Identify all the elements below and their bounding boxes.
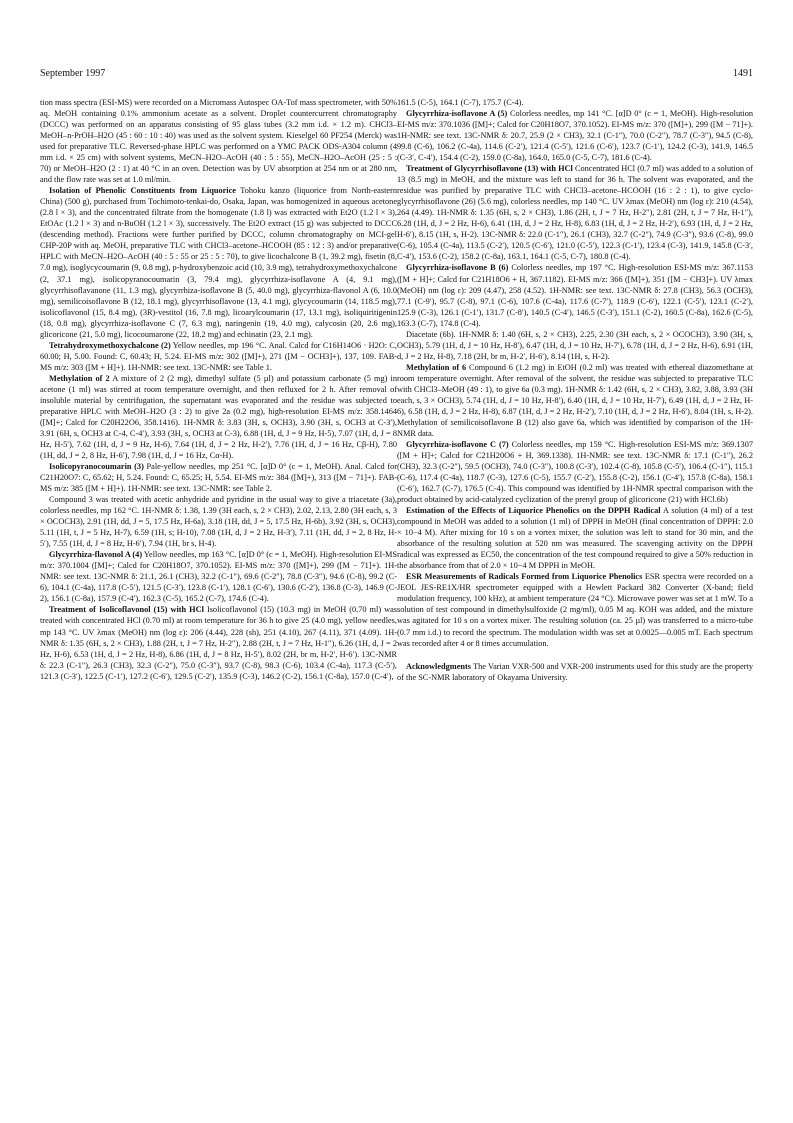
paragraph-text: Compound 6 (1.2 mg) in EtOH (0.2 ml) was treated with ethereal diazomethane at room temperature overnight. After removal of the solvent, the residue was subjected to preparative TLC with CHCl3–MeOH (49 : 1), to give 6a (0.3 mg). 1H-NMR δ: 1.42 (6H, s, 2 × CH3), 3.82, 3.88, 3.93 (3H each, s, 3 × OCH3), 5.74 (1H, d, J = 10 Hz, H-8′), 6.40 (1H, d, J = 10 Hz, H-7′), 6.49 (1H, d, J = 2 Hz, H-6), 6.58 (1H, d, J = 2 Hz, H-8), 6.87 (1H, d, J = 2 Hz, H-2′), 7.10 (1H, d, J = 2 Hz, H-6′), 8.04 (1H, s, H-2). Methylation of semilicoisoflavone B (12) also gave 6a, which was identified by comparison of the 1H-NMR data.	[397, 362, 753, 438]
paragraph-text: A solution (4 ml) of a test compound in MeOH was added to a solution (1 ml) of DPPH in MeOH (final concentration of DPPH: 2.0 × 10−4 M). After mixing for 10 s on a vortex mixer, the solution was left to stand for 30 min, and the absorbance of the resulting solution at 520 nm was measured. The scavenging activity on the DPPH radical was expressed as EC50, the concentration of the test compound required to give a 50% reduction in the absorbance from that of 2.0 × 10−4 M DPPH in MeOH.	[397, 506, 753, 571]
section-heading: Isolicopyranocoumarin (3)	[49, 462, 144, 472]
paragraph-text: The Varian VXR-500 and VXR-200 instruments used for this study are the property of the SC-NMR laboratory of Okayama University.	[397, 661, 753, 682]
section-paragraph	[40, 340, 397, 373]
paragraph-text: Concentrated HCl (0.7 ml) was added to a solution of 13 (8.5 mg) in MeOH, and the mixture was left to stand for 36 h. The solvent was evaporated, and the residue was purified by preparative TLC with CHCl3–acetone–HCOOH (16 : 2 : 1), to give cyclo-glycyrrhisoflavone (26) (5.6 mg), colorless needles, mp 140 °C. UV λmax (MeOH) nm (log ε): 210 (4.54), 264 (4.49). 1H-NMR δ: 1.35 (6H, s, 2 × CH3), 1.86 (2H, t, J = 7 Hz, H-2″), 2.81 (2H, t, J = 7 Hz, H-1″), 6.28 (1H, d, J = 2 Hz, H-6), 6.41 (1H, d, J = 2 Hz, H-8), 6.83 (1H, d, J = 2 Hz, H-2′), 6.93 (1H, d, J = 2 Hz, H-6′), 8.15 (1H, s, H-2). 13C-NMR δ: 22.0 (C-1″), 26.1 (CH3), 32.7 (C-2″), 74.9 (C-3″), 93.6 (C-8), 99.0 (C-6), 105.4 (C-4a), 113.5 (C-2′), 120.5 (C-6′), 121.0 (C-5′), 122.3 (C-1′), 123.4 (C-3), 141.9, 145.8 (C-3′, C-4′), 153.6 (C-2), 158.2 (C-8a), 163.1, 164.1 (C-5, C-7), 180.8 (C-4).	[397, 164, 753, 262]
section-paragraph	[397, 505, 753, 571]
paragraph-text: Yellow needles, mp 196 °C. Anal. Calcd for C16H14O6 · H2O: C, 60.00; H, 5.00. Found: C, 60.43; H, 5.24. EI-MS m/z: 302 ([M]+), 271 ([M − OCH3]+), 137, 109. FAB-MS m/z: 303 ([M + H]+). 1H-NMR: see text. 13C-NMR: see Table 1.	[40, 340, 397, 372]
paragraph-text: Compound 3 was treated with acetic anhydride and pyridine in the usual way to give a triacetate (3a), colorless needles, mp 162 °C. 1H-NMR δ: 1.38, 1.39 (3H each, s, 2 × CH3), 2.02, 2.13, 2.80 (3H each, s, 3 × OCOCH3), 2.91 (1H, dd, J = 5, 17.5 Hz, H-6a), 3.18 (1H, dd, J = 5, 17.5 Hz, H-6b), 3.92 (3H, s, OCH3), 5.11 (1H, t, J = 5 Hz, H-7), 6.59 (1H, s; H-10), 7.08 (1H, d, J = 2 Hz, H-3′), 7.11 (1H, dd, J = 2, 8 Hz, H-5′), 7.55 (1H, d, J = 8 Hz, H-6′), 7.94 (1H, br s, H-4).	[40, 495, 397, 549]
running-header	[40, 68, 753, 82]
paragraph-text: Colorless needles, mp 141 °C. [α]D 0° (c = 1, MeOH). High-resolution EI-MS m/z: 370.1036 ([M]+; Calcd for C20H18O7, 370.1052). EI-MS m/z: 370 ([M]+), 299 ([M − 71]+). 1H-NMR: see text. 13C-NMR δ: 20.7, 25.9 (2 × CH3), 32.1 (C-1″), 70.0 (C-2″), 78.7 (C-3″), 94.5 (C-8), 99.8 (C-6), 106.2 (C-4a), 114.6 (C-2′), 121.4 (C-5′), 121.6 (C-6′), 123.7 (C-1′), 124.2 (C-3), 141.9, 146.5 (C-3′, C-4′), 154.4 (C-2), 159.0 (C-8a), 164.0, 165.0 (C-5, C-7), 181.6 (C-4).	[397, 109, 754, 163]
header-date: September 1997	[40, 68, 106, 79]
section-paragraph	[397, 108, 753, 163]
paragraph-text: Pale-yellow needles, mp 251 °C. [α]D 0° (c = 1, MeOH). Anal. Calcd for C21H20O7: C, 65.62; H, 5.24. Found: C, 65.25; H, 5.54. EI-MS m/z: 384 ([M]+), 313 ([M − 71]+). FAB-MS m/z: 385 ([M + H]+). 1H-NMR: see text. 13C-NMR: see Table 2.	[40, 462, 398, 494]
section-heading: Estimation of the Effects of Liquorice Phenolics on the DPPH Radical	[406, 506, 661, 516]
paragraph-text: Colorless needles, mp 197 °C. High-resolution ESI-MS m/z: 367.1153 ([M + H]+; Calcd for C21H18O6 + H, 367.1182). EI-MS m/z: 366 ([M]+), 351 ([M − CH3]+). UV λmax (MeOH) nm (log ε): 209 (4.47), 258 (4.52). 1H-NMR: see text. 13C-NMR δ: 27.8 (CH3), 56.3 (OCH3), 77.1 (C-9′), 95.7 (C-8), 97.1 (C-6), 107.6 (C-4a), 117.6 (C-7′), 118.9 (C-6′), 122.1 (C-5′), 123.1 (C-2′), 125.9 (C-3), 126.1 (C-1′), 131.7 (C-8′), 140.5 (C-4′), 146.5 (C-3′), 151.1 (C-2), 160.5 (C-8a), 162.6 (C-5), 163.3 (C-7), 174.8 (C-4).	[397, 263, 754, 328]
section-heading: ESR Measurements of Radicals Formed from Liquorice Phenolics	[406, 572, 643, 582]
paragraph-text: Diacetate (6b). 1H-NMR δ: 1.40 (6H, s, 2 × CH3), 2.25, 2.30 (3H each, s, 2 × OCOCH3), 3.90 (3H, s, OCH3), 5.79 (1H, d, J = 10 Hz, H-8′), 6.47 (1H, d, J = 10 Hz, H-7′), 6.78 (1H, d, J = 2 Hz, H-6), 6.91 (1H, d, J = 2 Hz, H-8), 7.18 (2H, br m, H-2′, H-6′), 8.14 (1H, s, H-2).	[397, 329, 753, 361]
section-heading: Methylation of 6	[406, 362, 467, 372]
left-column	[40, 97, 397, 682]
section-heading: Glycyrrhiza-isoflavone C (7)	[406, 439, 509, 449]
paragraph	[397, 97, 753, 108]
section-heading: Acknowledgments	[406, 661, 471, 671]
right-column	[397, 97, 753, 683]
section-paragraph	[40, 185, 397, 339]
paragraph-text: ESR spectra were recorded on a JEOL JES-RE1X/HR spectrometer equipped with a Hewlett Packard 382 Converter (X-band; field modulation frequency, 100 kHz), at ambient temperature (24 °C). Microwave power was set at 1 mW. To a solution of test compound in dimethylsulfoxide (2 mg/ml), 0.05 M aq. KOH was added, and the mixture was agitated for 10 s on a vortex mixer. The resulting solution (ca. 25 µl) was transferred to a micro-tube (0.7 mm i.d.) to record the spectrum. The modulation width was set at 0.0025—0.005 mT. Each spectrum was recorded after 4 or 8 times accumulation.	[397, 572, 753, 648]
paragraph	[397, 329, 753, 362]
section-heading: Glycyrrhiza-isoflavone A (5)	[406, 109, 508, 119]
paragraph	[40, 494, 397, 549]
section-paragraph	[397, 163, 753, 262]
paragraph-text: Yellow needles, mp 163 °C. [α]D 0° (c = 1, MeOH). High-resolution EI-MS m/z: 370.1004 ([M]+; Calcd for C20H18O7, 370.1052). EI-MS m/z: 370 ([M]+), 299 ([M − 71]+). 1H-NMR: see text. 13C-NMR δ: 21.1, 26.1 (CH3), 32.2 (C-1″), 69.6 (C-2″), 78.8 (C-3″), 94.6 (C-8), 99.2 (C-6), 104.1 (C-4a), 117.8 (C-5′), 121.5 (C-3′), 123.8 (C-1′), 128.1 (C-6′), 130.6 (C-2′), 136.8 (C-3), 146.9 (C-2), 156.1 (C-8a), 157.9 (C-4′), 162.3 (C-5), 165.2 (C-7), 174.6 (C-4).	[40, 550, 397, 604]
section-heading: Isolation of Phenolic Constituents from Liquorice	[49, 186, 236, 196]
section-paragraph	[397, 262, 753, 328]
section-heading: Tetrahydroxymethoxychalcone (2)	[49, 340, 171, 350]
section-heading: Glycyrrhiza-isoflavone B (6)	[406, 263, 509, 273]
paragraph-text: A mixture of 2 (2 mg), dimethyl sulfate (5 µl) and potassium carbonate (5 mg) in acetone (1 ml) was stirred at room temperature overnight, and then refluxed for 2 h. After removal of insoluble material by centrifugation, the supernatant was evaporated and the residue was subjected to preparative HPLC with MeOH–H2O (3 : 2) to give 2a (0.2 mg), high-resolution EI-MS m/z: 358.1464 ([M]+; Calcd for C20H22O6, 358.1416). 1H-NMR δ: 3.83 (3H, s, OCH3), 3.90 (3H, s, OCH3 at C-3′), 3.91 (6H, s, OCH3 at C-4, C-4′), 3.93 (3H, s, OCH3 at C-3), 6.88 (1H, d, J = 9 Hz, H-5), 7.07 (1H, d, J = 8 Hz, H-5′), 7.62 (1H, d, J = 9 Hz, H-6), 7.64 (1H, d, J = 2 Hz, H-2′), 7.76 (1H, d, J = 16 Hz, Cβ-H), 7.80 (1H, dd, J = 2, 8 Hz, H-6′), 7.98 (1H, d, J = 16 Hz, Cα-H).	[40, 373, 397, 460]
paragraph-text: Tohoku kanzo (liquorice from North-eastern China) (500 g), purchased from Tochimoto-tenkai-do, Osaka, Japan, was homogenized in aqueous acetone (2.8 l × 3), and the concentrated filtrate from the homogenate (1.8 l) was extracted with Et2O (1.2 l × 3), EtOAc (1.2 l × 3) and n-BuOH (1.2 l × 3), successively. The Et2O extract (15 g) was subjected to DCCC (descending method). Fractions were further purified by DCCC, column chromatography on MCI-gel CHP-20P with aq. MeOH, preparative TLC with CHCl3–acetone–HCOOH (85 : 12 : 3) and/or preparative HPLC with MeCN–H2O–AcOH (40 : 5 : 55 or 25 : 5 : 70), to give licochalcone B (1, 39.2 mg), fisetin (8, 7.0 mg), isoglycycoumarin (9, 0.8 mg), p-hydroxybenzoic acid (10, 3.9 mg), tetrahydroxymethoxychalcone (2, 37.1 mg), isolicopyranocoumarin (3, 79.4 mg), glycyrrhiza-isoflavone A (4, 9.1 mg), glycyrrhisoflavanone (11, 1.3 mg), glycyrrhiza-isoflavone B (5, 40.0 mg), glycyrrhiza-flavonol A (6, 10.0 mg), semilicoisoflavone B (12, 18.1 mg), glycyrrhisoflavone (13, 4.1 mg), glycycoumarin (14, 118.5 mg), isolicoflavonol (15, 8.4 mg), (3R)-vestitol (16, 7.8 mg), licoarylcoumarin (17, 13.1 mg), isoliquiritigenin (18, 0.8 mg), glycyrrhiza-isoflavone C (7, 6.3 mg), naringenin (19, 4.0 mg), calycosin (20, 2.6 mg), glicoricone (21, 5.0 mg), licocoumarone (22, 18.2 mg) and echinatin (23, 2.1 mg).	[40, 186, 397, 339]
paragraph-text: 161.5 (C-5), 164.1 (C-7), 175.7 (C-4).	[397, 98, 524, 107]
section-paragraph	[40, 549, 397, 604]
paragraph	[40, 97, 397, 185]
section-paragraph	[40, 373, 397, 461]
section-paragraph	[397, 439, 753, 505]
section-heading: Methylation of 2	[49, 373, 110, 383]
section-paragraph	[397, 362, 753, 439]
section-heading: Treatment of Isolicoflavonol (15) with HCl	[49, 605, 204, 615]
section-heading: Treatment of Glycyrrhisoflavone (13) with HCl	[406, 164, 573, 174]
page-number: 1491	[733, 68, 753, 79]
section-heading: Glycyrrhiza-flavonol A (4)	[49, 550, 143, 560]
section-paragraph	[397, 571, 753, 648]
section-paragraph	[40, 461, 397, 494]
paragraph-text: tion mass spectra (ESI-MS) were recorded on a Micromass Autospec OA-Tof mass spectrometer, with 50% aq. MeOH containing 0.1% ammonium acetate as a solvent. Droplet countercurrent chromatography (DCCC) was performed on an apparatus consisting of 95 glass tubes (3.2 mm i.d. × 1.2 m). CHCl3–MeOH–n-PrOH–H2O (45 : 60 : 10 : 40) was used as the solvent system. Kieselgel 60 PF254 (Merck) was used for preparative TLC. Reversed-phase HPLC was performed on a YMC PACK ODS-A304 column (4 mm i.d. × 25 cm) with solvent systems, MeCN–H2O–AcOH (40 : 5 : 55), MeCN–H2O–AcOH (25 : 5 : 70) or MeOH–H2O (2 : 1) at 40 °C in an oven. Detection was by UV absorption at 254 nm or at 280 nm, and the flow rate was set at 1.0 ml/min.	[40, 98, 397, 185]
section-paragraph	[397, 661, 753, 683]
paragraph-text: Isolicoflavonol (15) (10.3 mg) in MeOH (0.70 ml) was treated with concentrated HCl (0.70 ml) at room temperature for 36 h to give 25 (4.0 mg), yellow needles, mp 143 °C. UV λmax (MeOH) nm (log ε): 206 (4.44), 228 (sh), 251 (4.10), 267 (4.11), 371 (4.09). 1H-NMR δ: 1.35 (6H, s, 2 × CH3), 1.88 (2H, t, J = 7 Hz, H-2″), 2.88 (2H, t, J = 7 Hz, H-1″), 6.26 (1H, d, J = 2 Hz, H-6), 6.53 (1H, d, J = 2 Hz, H-8), 6.86 (1H, d, J = 8 Hz, H-5′), 8.02 (2H, br m, H-2′, H-6′). 13C-NMR δ: 22.3 (C-1″), 26.3 (CH3), 32.3 (C-2″), 75.0 (C-3″), 93.7 (C-8), 98.3 (C-6), 103.4 (C-4a), 117.3 (C-5′), 121.3 (C-3′), 122.5 (C-1′), 127.2 (C-6′), 129.5 (C-2′), 135.9 (C-3), 146.2 (C-2), 156.1 (C-8a), 157.0 (C-4′),	[40, 605, 397, 681]
section-paragraph	[40, 604, 397, 681]
paragraph-text: Colorless needles, mp 159 °C. High-resolution ESI-MS m/z: 369.1307 ([M + H]+; Calcd for C21H20O6 + H, 369.1338). 1H-NMR: see text. 13C-NMR δ: 17.1 (C-1″), 26.2 (CH3), 32.3 (C-2″), 59.5 (OCH3), 74.0 (C-3″), 100.8 (C-3′), 102.4 (C-8), 105.8 (C-5′), 106.4 (C-1″), 115.1 (C-6), 117.4 (C-4a), 118.7 (C-3), 127.6 (C-5), 155.7 (C-2′), 155.8 (C-2), 156.1 (C-4′), 157.8 (C-8a), 158.1 (C-6′), 162.7 (C-7), 176.5 (C-4). This compound was identified by 1H-NMR spectral comparison with the product obtained by acid-catalyzed cyclization of the prenyl group of glicoricone (21) with HCl.6b)	[397, 439, 753, 505]
